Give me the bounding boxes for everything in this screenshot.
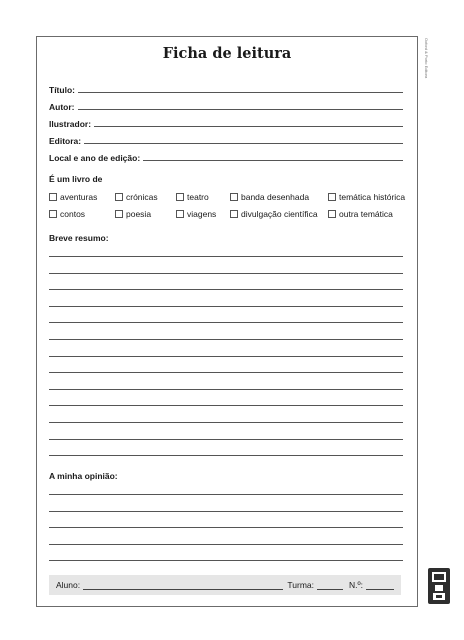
student-info-bar (49, 575, 401, 595)
checkbox-box[interactable] (115, 210, 123, 218)
checkbox-label: temática histórica (339, 192, 406, 202)
writing-line[interactable] (49, 494, 403, 495)
aluno-label: Aluno: (56, 580, 81, 590)
checkbox-cronicas[interactable] (115, 191, 158, 203)
copyright-notice: Oxford & Porto Editora (424, 38, 429, 79)
writing-line[interactable] (49, 544, 403, 545)
checkbox-box[interactable] (230, 210, 238, 218)
ilustrador-field[interactable] (49, 117, 403, 129)
writing-line[interactable] (49, 389, 403, 390)
editora-label: Editora: (49, 136, 82, 146)
ilustrador-line[interactable] (94, 126, 403, 127)
writing-line[interactable] (49, 356, 403, 357)
page-title: Ficha de leitura (162, 45, 292, 62)
local-ano-line[interactable] (143, 160, 403, 161)
writing-line[interactable] (49, 289, 403, 290)
editora-line[interactable] (84, 143, 403, 144)
checkbox-viagens[interactable] (176, 208, 216, 220)
book-icon (428, 568, 450, 604)
checkbox-label: banda desenhada (241, 192, 310, 202)
checkbox-label: crónicas (126, 192, 158, 202)
writing-line[interactable] (49, 322, 403, 323)
checkbox-divulgacao-cientifica[interactable] (230, 208, 318, 220)
checkbox-box[interactable] (328, 193, 336, 201)
writing-line[interactable] (49, 422, 403, 423)
turma-label: Turma: (287, 580, 315, 590)
writing-line[interactable] (49, 306, 403, 307)
checkbox-banda-desenhada[interactable] (230, 191, 309, 203)
checkbox-outra-tematica[interactable] (328, 208, 393, 220)
book-icon-graphic (428, 568, 450, 604)
genre-heading: É um livro de (49, 174, 103, 184)
turma-line[interactable] (317, 589, 343, 590)
reading-sheet (36, 36, 418, 607)
checkbox-box[interactable] (49, 210, 57, 218)
numero-label: N.º: (349, 580, 363, 590)
writing-line[interactable] (49, 372, 403, 373)
writing-line[interactable] (49, 256, 403, 257)
titulo-field[interactable] (49, 83, 403, 95)
ilustrador-label: Ilustrador: (49, 119, 92, 129)
checkbox-box[interactable] (49, 193, 57, 201)
checkbox-label: divulgação científica (241, 209, 318, 219)
checkbox-box[interactable] (115, 193, 123, 201)
editora-field[interactable] (49, 134, 403, 146)
local-ano-field[interactable] (49, 151, 403, 163)
writing-line[interactable] (49, 455, 403, 456)
writing-line[interactable] (49, 339, 403, 340)
checkbox-tematica-historica[interactable] (328, 191, 405, 203)
aluno-line[interactable] (83, 589, 283, 590)
autor-field[interactable] (49, 100, 403, 112)
checkbox-box[interactable] (176, 210, 184, 218)
checkbox-label: teatro (187, 192, 209, 202)
checkbox-contos[interactable] (49, 208, 85, 220)
opiniao-heading: A minha opinião: (49, 471, 118, 481)
writing-line[interactable] (49, 439, 403, 440)
checkbox-label: viagens (187, 209, 217, 219)
checkbox-box[interactable] (176, 193, 184, 201)
checkbox-label: outra temática (339, 209, 393, 219)
titulo-label: Título: (49, 85, 75, 95)
checkbox-box[interactable] (328, 210, 336, 218)
autor-line[interactable] (78, 109, 404, 110)
writing-line[interactable] (49, 527, 403, 528)
writing-line[interactable] (49, 405, 403, 406)
writing-line[interactable] (49, 511, 403, 512)
checkbox-label: poesia (126, 209, 152, 219)
checkbox-teatro[interactable] (176, 191, 209, 203)
checkbox-label: contos (60, 209, 86, 219)
checkbox-poesia[interactable] (115, 208, 151, 220)
local-ano-label: Local e ano de edição: (49, 153, 141, 163)
resumo-heading: Breve resumo: (49, 233, 109, 243)
writing-line[interactable] (49, 560, 403, 561)
autor-label: Autor: (49, 102, 75, 112)
checkbox-aventuras[interactable] (49, 191, 97, 203)
checkbox-box[interactable] (230, 193, 238, 201)
numero-line[interactable] (366, 589, 394, 590)
checkbox-label: aventuras (60, 192, 98, 202)
titulo-line[interactable] (78, 92, 403, 93)
writing-line[interactable] (49, 273, 403, 274)
